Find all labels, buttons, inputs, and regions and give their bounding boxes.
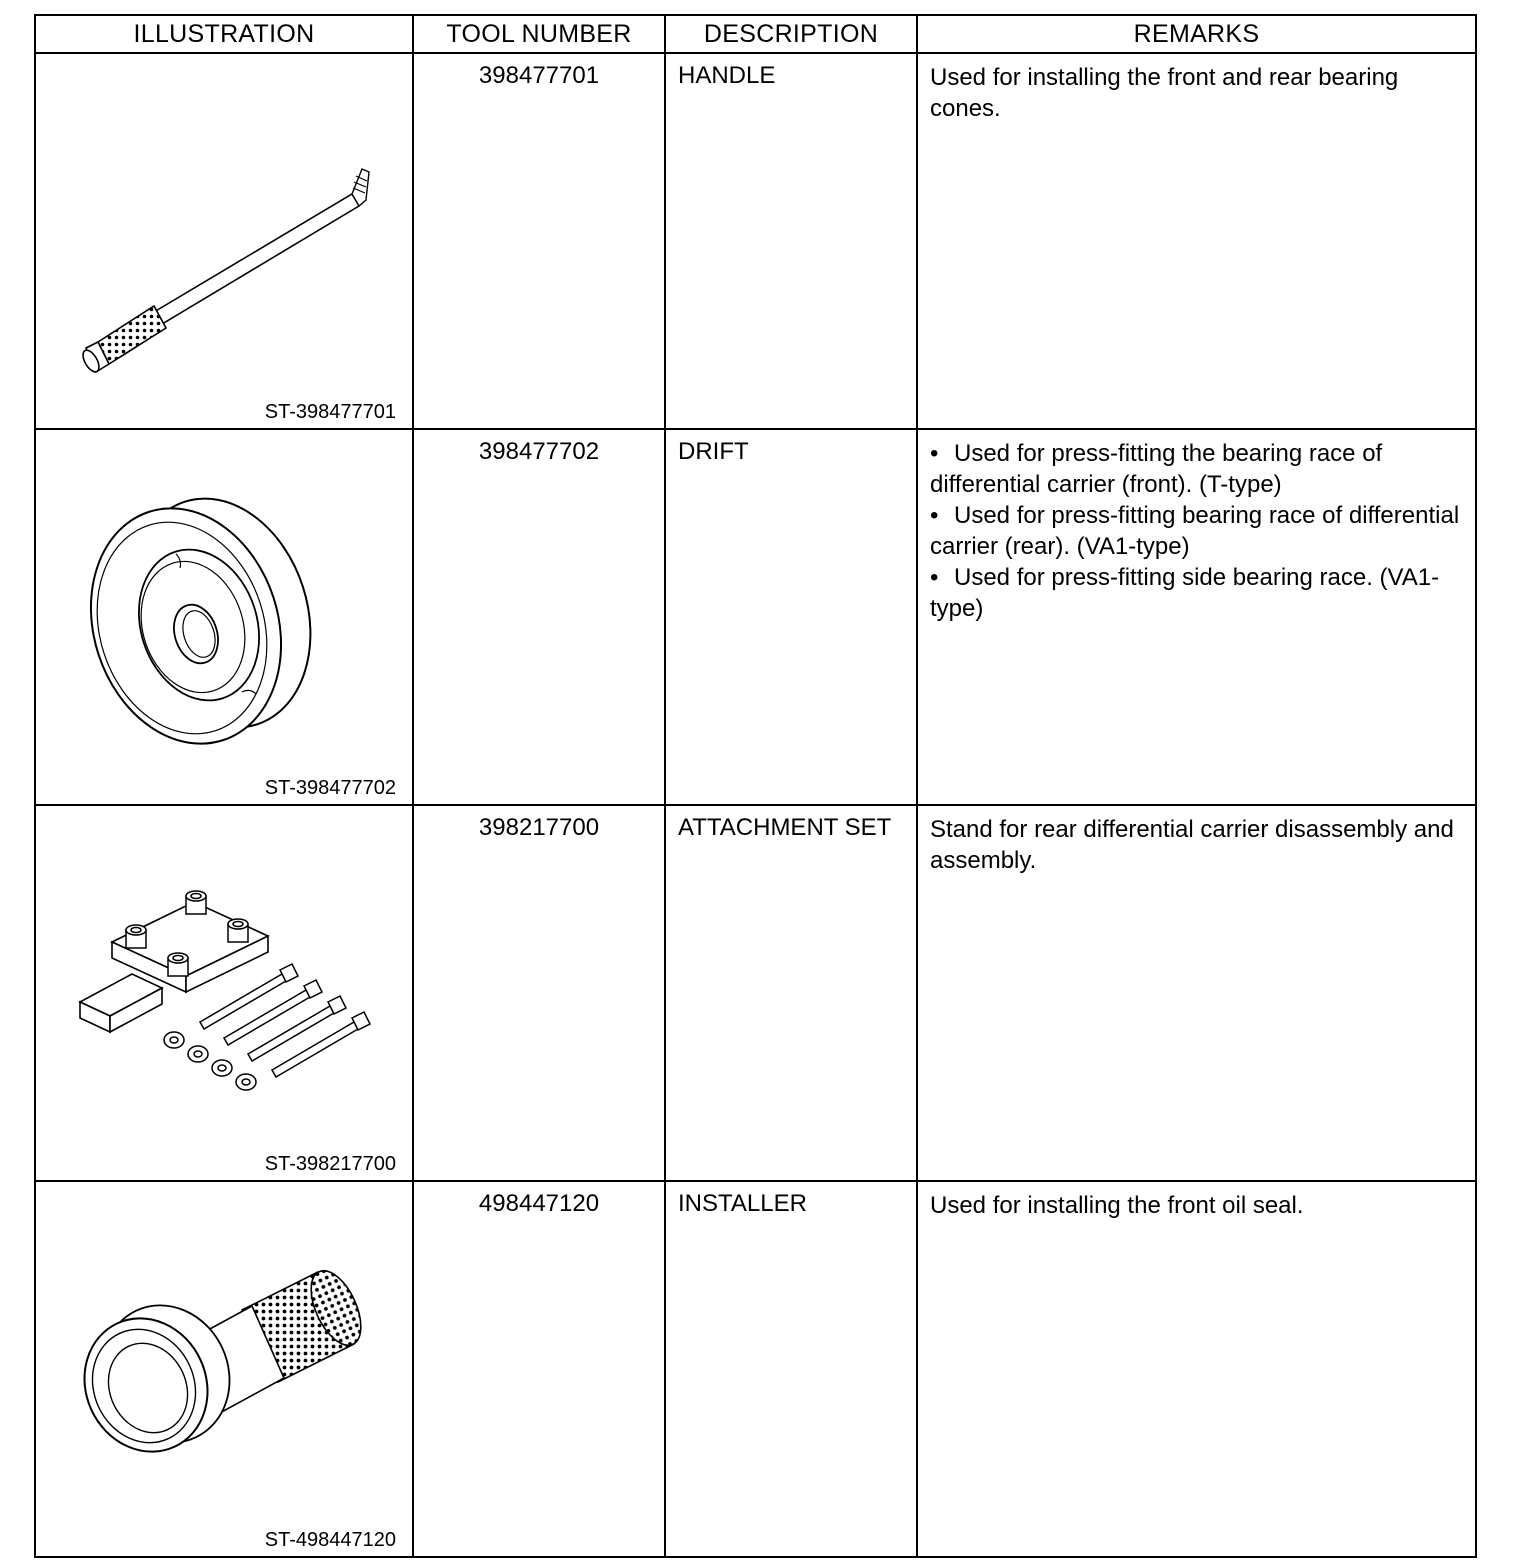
remarks-cell bbox=[917, 1181, 1476, 1557]
illustration-code: ST-398477701 bbox=[264, 401, 396, 423]
remark-text: Used for press-fitting bearing race of differential carrier (rear). (VA1-type) bbox=[930, 502, 1460, 560]
illustration-cell bbox=[35, 53, 413, 429]
tool-number-cell: 398477702 bbox=[413, 429, 665, 805]
illustration-code: ST-398217700 bbox=[264, 1153, 396, 1175]
bullet-icon: • bbox=[930, 502, 939, 529]
illustration-cell bbox=[35, 429, 413, 805]
remarks-list bbox=[930, 438, 1465, 624]
table-header-row bbox=[35, 15, 1476, 53]
bullet-icon: • bbox=[930, 440, 939, 467]
table-row bbox=[35, 1181, 1476, 1557]
table-row bbox=[35, 429, 1476, 805]
remark-item bbox=[930, 562, 1465, 624]
table-row bbox=[35, 805, 1476, 1181]
tool-number-cell: 498447120 bbox=[413, 1181, 665, 1557]
drift-icon bbox=[36, 430, 412, 796]
remarks-cell bbox=[917, 429, 1476, 805]
illustration-code: ST-398477702 bbox=[264, 777, 396, 799]
bullet-icon: • bbox=[930, 564, 939, 591]
handle-icon bbox=[36, 54, 412, 420]
header-illustration: ILLUSTRATION bbox=[35, 15, 413, 53]
remark-text: Used for press-fitting side bearing race. (VA1-type) bbox=[930, 564, 1440, 622]
header-tool-number: TOOL NUMBER bbox=[413, 15, 665, 53]
remarks-cell bbox=[917, 53, 1476, 429]
description-cell: ATTACHMENT SET bbox=[665, 805, 917, 1181]
description-cell: HANDLE bbox=[665, 53, 917, 429]
special-tools-table bbox=[34, 14, 1477, 1558]
remark-text: Stand for rear differential carrier disassembly and assembly. bbox=[930, 816, 1454, 874]
description-cell: DRIFT bbox=[665, 429, 917, 805]
illustration-cell bbox=[35, 805, 413, 1181]
header-remarks: REMARKS bbox=[917, 15, 1476, 53]
tool-number-cell: 398477701 bbox=[413, 53, 665, 429]
illustration-code: ST-498447120 bbox=[264, 1529, 396, 1551]
header-description: DESCRIPTION bbox=[665, 15, 917, 53]
remark-text: Used for installing the front and rear bearing cones. bbox=[930, 64, 1399, 122]
tool-number-cell: 398217700 bbox=[413, 805, 665, 1181]
remark-text: Used for installing the front oil seal. bbox=[930, 1192, 1304, 1219]
remark-text: Used for press-fitting the bearing race of differential carrier (front). (T-type) bbox=[930, 440, 1383, 498]
attachment-set-icon bbox=[36, 806, 412, 1172]
installer-icon bbox=[36, 1182, 412, 1548]
table-row bbox=[35, 53, 1476, 429]
illustration-cell bbox=[35, 1181, 413, 1557]
description-cell: INSTALLER bbox=[665, 1181, 917, 1557]
remarks-cell bbox=[917, 805, 1476, 1181]
remark-item bbox=[930, 438, 1465, 500]
remark-item bbox=[930, 500, 1465, 562]
